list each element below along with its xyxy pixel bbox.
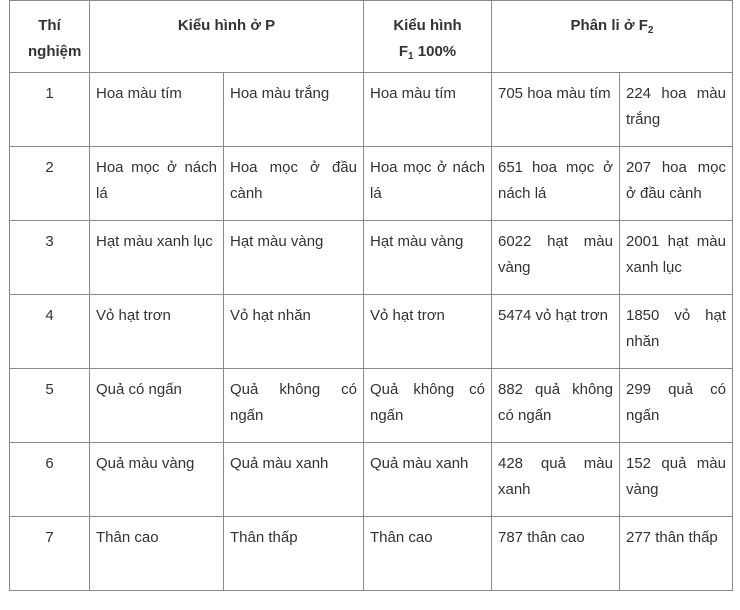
header-row — [10, 1, 733, 73]
cell-parent-phenotype-2: Quả màu xanh — [224, 443, 364, 517]
cell-parent-phenotype-2: Thân thấp — [224, 517, 364, 591]
cell-parent-phenotype-1: Hạt màu xanh lục — [90, 221, 224, 295]
table-row — [10, 147, 733, 221]
cell-parent-phenotype-2: Quả không có ngấn — [224, 369, 364, 443]
header-f1-subscript: 1 — [408, 51, 414, 62]
table-row — [10, 73, 733, 147]
cell-parent-phenotype-2: Hoa màu trắng — [224, 73, 364, 147]
cell-f2-dominant: 651 hoa mọc ở nách lá — [492, 147, 620, 221]
cell-f1-phenotype: Hoa mọc ở nách lá — [364, 147, 492, 221]
header-f2-segregation — [492, 1, 733, 73]
cell-f2-dominant: 787 thân cao — [492, 517, 620, 591]
header-f1-suffix: 100% — [413, 43, 457, 60]
cell-experiment-number: 4 — [10, 295, 90, 369]
header-f1-f: F — [398, 43, 409, 60]
table-row — [10, 443, 733, 517]
cell-f1-phenotype: Thân cao — [364, 517, 492, 591]
table-row — [10, 369, 733, 443]
cell-f2-recessive: 277 thân thấp — [620, 517, 733, 591]
cell-experiment-number: 7 — [10, 517, 90, 591]
cell-parent-phenotype-1: Hoa màu tím — [90, 73, 224, 147]
cell-parent-phenotype-2: Hạt màu vàng — [224, 221, 364, 295]
mendel-results-table — [9, 0, 733, 591]
cell-parent-phenotype-1: Quả màu vàng — [90, 443, 224, 517]
cell-experiment-number: 3 — [10, 221, 90, 295]
cell-f2-recessive: 224 hoa màu trắng — [620, 73, 733, 147]
cell-parent-phenotype-1: Hoa mọc ở nách lá — [90, 147, 224, 221]
cell-f2-dominant: 428 quả màu xanh — [492, 443, 620, 517]
cell-f1-phenotype: Quả màu xanh — [364, 443, 492, 517]
cell-f2-dominant: 5474 vỏ hạt trơn — [492, 295, 620, 369]
cell-parent-phenotype-1: Vỏ hạt trơn — [90, 295, 224, 369]
header-f1-label: Kiểu hình — [393, 17, 462, 34]
cell-parent-phenotype-1: Quả có ngấn — [90, 369, 224, 443]
cell-f2-recessive: 207 hoa mọc ở đầu cành — [620, 147, 733, 221]
header-f1-phenotype — [364, 1, 492, 73]
table-row — [10, 221, 733, 295]
cell-f2-dominant: 882 quả không có ngấn — [492, 369, 620, 443]
cell-experiment-number: 2 — [10, 147, 90, 221]
cell-parent-phenotype-1: Thân cao — [90, 517, 224, 591]
cell-f2-recessive: 152 quả màu vàng — [620, 443, 733, 517]
table-row — [10, 517, 733, 591]
cell-f2-recessive: 299 quả có ngấn — [620, 369, 733, 443]
cell-f2-recessive: 1850 vỏ hạt nhăn — [620, 295, 733, 369]
header-experiment: Thí nghiệm — [10, 1, 90, 73]
cell-f2-dominant: 705 hoa màu tím — [492, 73, 620, 147]
cell-parent-phenotype-2: Vỏ hạt nhăn — [224, 295, 364, 369]
cell-experiment-number: 5 — [10, 369, 90, 443]
cell-parent-phenotype-2: Hoa mọc ở đầu cành — [224, 147, 364, 221]
header-parent-phenotype: Kiểu hình ở P — [90, 1, 364, 73]
header-f2-label: Phân li ở F — [570, 17, 648, 34]
cell-f1-phenotype: Hoa màu tím — [364, 73, 492, 147]
cell-f1-phenotype: Quả không có ngấn — [364, 369, 492, 443]
cell-f2-recessive: 2001 hạt màu xanh lục — [620, 221, 733, 295]
cell-f1-phenotype: Hạt màu vàng — [364, 221, 492, 295]
cell-f2-dominant: 6022 hạt màu vàng — [492, 221, 620, 295]
cell-experiment-number: 1 — [10, 73, 90, 147]
cell-f1-phenotype: Vỏ hạt trơn — [364, 295, 492, 369]
header-f2-subscript: 2 — [647, 25, 654, 36]
cell-experiment-number: 6 — [10, 443, 90, 517]
table-row — [10, 295, 733, 369]
